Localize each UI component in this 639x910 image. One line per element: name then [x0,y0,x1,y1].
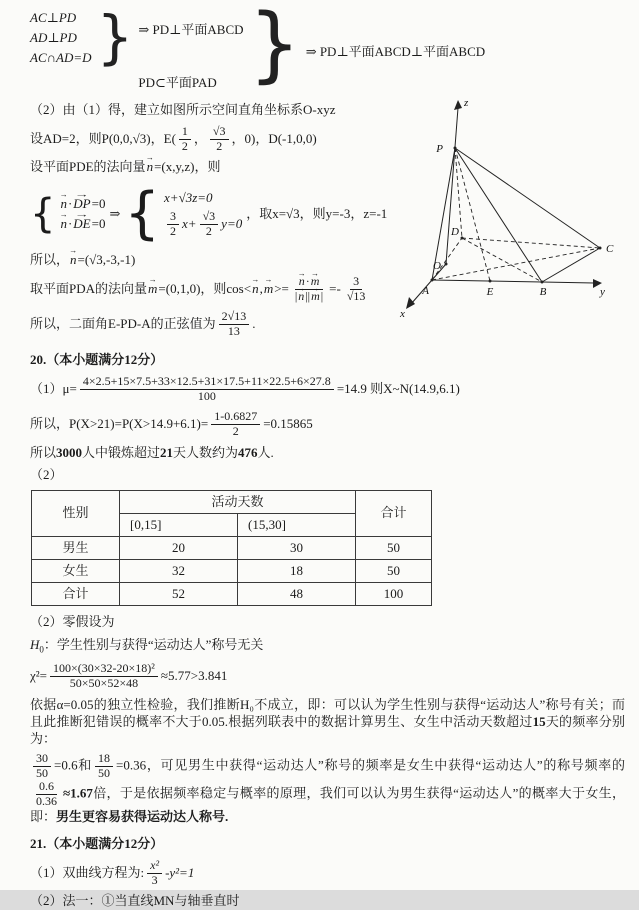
text: 所以，二面角E-PD-A的正弦值为 [30,315,216,331]
table-cell: 18 [238,560,356,583]
fraction-30-50: $\frac{30}{50}$ [33,752,51,781]
frequency-comparison-paragraph: $\frac{30}{50}$ =0.6和 $\frac{18}{50}$ =0.36，可见男生中获得“运动达人”称号的频率是女生中获得“运动达人”的称号频率的 $\frac{0.6}{0.36}$ ≈1.67倍，于是依据频率稳定与概率的原理，我们可以认为男生获得“运动达人”的概率大于女生，即：男生更容易获得运动达人称号. [30,750,625,824]
right-brace-large: } [248,0,301,92]
math-text: y=0 [221,215,243,231]
fraction-one-half: $\frac{1}{2}$ [179,125,191,154]
condition-line: AD⊥PD [30,29,77,45]
fraction-06-036: $\frac{0.6}{0.36}$ [36,779,57,809]
table-cell: 女生 [32,560,120,583]
fraction-3-sqrt13: $\frac{3}{√13}$ [346,274,366,304]
axis-label-z: z [464,97,469,109]
point-label-d: D [451,226,459,238]
dot-product-equations [59,196,105,233]
vector-m: m → [263,281,274,298]
table-subheader-0-15: [0,15] [120,514,238,537]
normal-vector-result-line [30,252,402,269]
table-row-male [32,537,432,560]
point-label-e: E [486,286,494,298]
condition-line: AC⊥PD [30,10,77,25]
math-text: =14.9 则X~N(14.9,6.1) [336,381,460,397]
left-brace: { [30,191,56,238]
vector-m: m → [310,275,321,289]
solid-edges [411,108,600,304]
math-text: 所以，P(X>21)=P(X>14.9+6.1)= [30,415,209,431]
table-header-days: 活动天数 [120,491,356,514]
text: 所以， [30,252,70,268]
point-label-c: C [606,243,614,255]
table-cell: 50 [356,560,432,583]
vector-n: n → [146,159,155,176]
point-label-p: P [436,143,443,155]
method-one-line: （2）法一：①当直线MN与轴垂直时 [30,893,240,909]
fraction-x2-3: $\frac{\text{x²}}{3}$ [147,859,162,888]
mean-computation-line [30,375,625,404]
math-text: =0 [91,195,106,211]
normal-vector-line [30,159,402,176]
vector-n: n → [297,290,305,304]
solution-21 [30,836,625,910]
middle-column [138,8,243,94]
point-label-a: A [422,285,429,297]
hyperbola-equation-line [30,859,625,888]
fraction-mean: $\frac{4\times 2.5+15\times 7.5+33\times 12.5+31\times 17.5+11\times 22.5+6\times 27.8}{100}$ [80,375,334,404]
math-text: , [259,281,263,297]
scalar-equations [164,190,242,238]
math-text: >= [274,281,289,297]
conclusion-line: 所以3000人中锻炼超过21天人数约为476人. [30,444,274,460]
equation [59,216,105,233]
point-label-o: O [433,260,441,272]
dot-operator: · [67,195,73,211]
figure-labels [399,97,614,320]
text: 设平面PDE的法向量 [30,159,146,175]
table-cell: 100 [356,583,432,606]
point-label-b: B [539,286,547,298]
math-text: =(x,y,z)，则 [154,159,221,175]
pyramid-3d-figure [396,92,636,330]
table-header-gender: 性别 [32,491,120,537]
vector-n: n → [298,275,306,289]
equation: x+√3z=0 [164,190,213,206]
cosine-computation-line [30,275,402,304]
left-brace-large: { [124,181,161,247]
pyramid-figure [396,92,636,330]
chi-square-computation-line [30,662,625,691]
vector-m: m → [147,281,158,298]
dot-operator: · [67,215,73,231]
text: （1）双曲线方程为: [30,864,145,880]
math-text: =0 [91,215,106,231]
table-subheader-15-30: (15,30] [238,514,356,537]
fraction-3-2: $\frac{3}{2}$ [167,210,179,239]
perpendicularity-derivation [30,0,625,96]
equation-system [30,181,402,247]
vector-dp: DP → [72,196,91,213]
table-row-female [32,560,432,583]
final-implication: ⇒ PD⊥平面ABCD⊥平面ABCD [305,43,486,59]
fraction-probability: $\frac{1-0.6827}{2}$ [211,410,260,439]
null-hypothesis-intro: （2）零假设为 [30,614,115,630]
math-text: x+ [182,215,197,231]
item-2-label: （2） [30,467,63,483]
table-cell: 32 [120,560,238,583]
fraction-chi-square: $\frac{\text{100×(30×32-20×18)²}}{50\times 50\times 52\times 48}$ [50,662,158,691]
null-hypothesis-line: $H_0$：学生性别与获得“运动达人”称号无关 [30,637,264,655]
math-text: =(√3,-3,-1) [77,252,136,268]
hidden-edges [432,148,600,282]
point-coordinates-line [30,125,402,154]
table-cell: 合计 [32,583,120,606]
math-text: =- [329,281,341,297]
math-text: 设AD=2，则P(0,0,√3)，E( [30,130,176,146]
math-text: ， [193,130,207,146]
problem-21-header: 21.（本小题满分12分） [30,835,164,851]
math-text: ，0)，D(-1,0,0) [231,130,317,146]
condition-line: PD⊂平面PAD [138,75,217,91]
equation [164,210,242,239]
vector-de: DE → [72,216,91,233]
table-cell: 30 [238,537,356,560]
fraction-sqrt3-over-2: $\frac{√3}{2}$ [210,125,229,154]
axis-label-x: x [400,308,405,320]
table-header-total: 合计 [356,491,432,537]
vector-n: n → [69,252,78,269]
table-row-total [32,583,432,606]
table-cell: 48 [238,583,356,606]
dot-operator: · [305,274,310,289]
vector-n: n → [59,196,68,213]
math-text: χ²= [30,668,47,684]
table-header-row [32,491,432,514]
implies-arrow: ⇒ [109,205,121,221]
condition-line: AC∩AD=D [30,49,92,65]
vector-n: n → [251,281,260,298]
fraction-sqrt3-2: $\frac{√3}{2}$ [200,210,219,239]
table-cell: 52 [120,583,238,606]
solution-values: ，取x=√3，则y=-3，z=-1 [246,205,388,221]
math-text: ≈5.77>3.841 [160,668,228,684]
text: . [252,315,256,331]
vector-n: n → [59,216,68,233]
math-text: =(0,1,0)，则cos< [158,281,252,297]
axis-label-y: y [600,286,605,298]
fraction-2sqrt13-13: $\frac{2√13}{13}$ [219,310,250,339]
right-brace: } [96,3,134,71]
fraction-dot-product: n → · m → | n → || m → | [292,275,326,304]
independence-test-paragraph: 依据α=0.05的独立性检验，我们推断H₀不成立，即：可以认为学生性别与获得“运动达人”称号有关；而且此推断犯错误的概率不大于0.05.根据列联表中的数据计算男生、女生中活动天数超过15天的频率分别为： [30,697,625,746]
table-cell: 20 [120,537,238,560]
solution-20 [30,352,625,825]
probability-computation-line [30,410,625,439]
axis-arrows-and-points [406,100,602,309]
contingency-table [31,490,432,606]
text: 取平面PDA的法向量 [30,281,148,297]
implication-line: ⇒ PD⊥平面ABCD [138,22,244,37]
math-text: -y²=1 [165,864,195,880]
fraction-18-50: $\frac{18}{50}$ [95,752,113,781]
table-cell: 50 [356,537,432,560]
problem-20-header: 20.（本小题满分12分） [30,352,164,368]
dihedral-angle-result-line [30,310,402,339]
table-cell: 男生 [32,537,120,560]
condition-column [30,8,92,67]
math-text: （1）μ= [30,381,77,397]
vector-m: m → [310,290,321,304]
math-text: =0.15865 [263,415,313,431]
coordinate-system-line: （2）由（1）得，建立如图所示空间直角坐标系O-xyz [30,102,336,117]
left-text-column [30,102,402,338]
